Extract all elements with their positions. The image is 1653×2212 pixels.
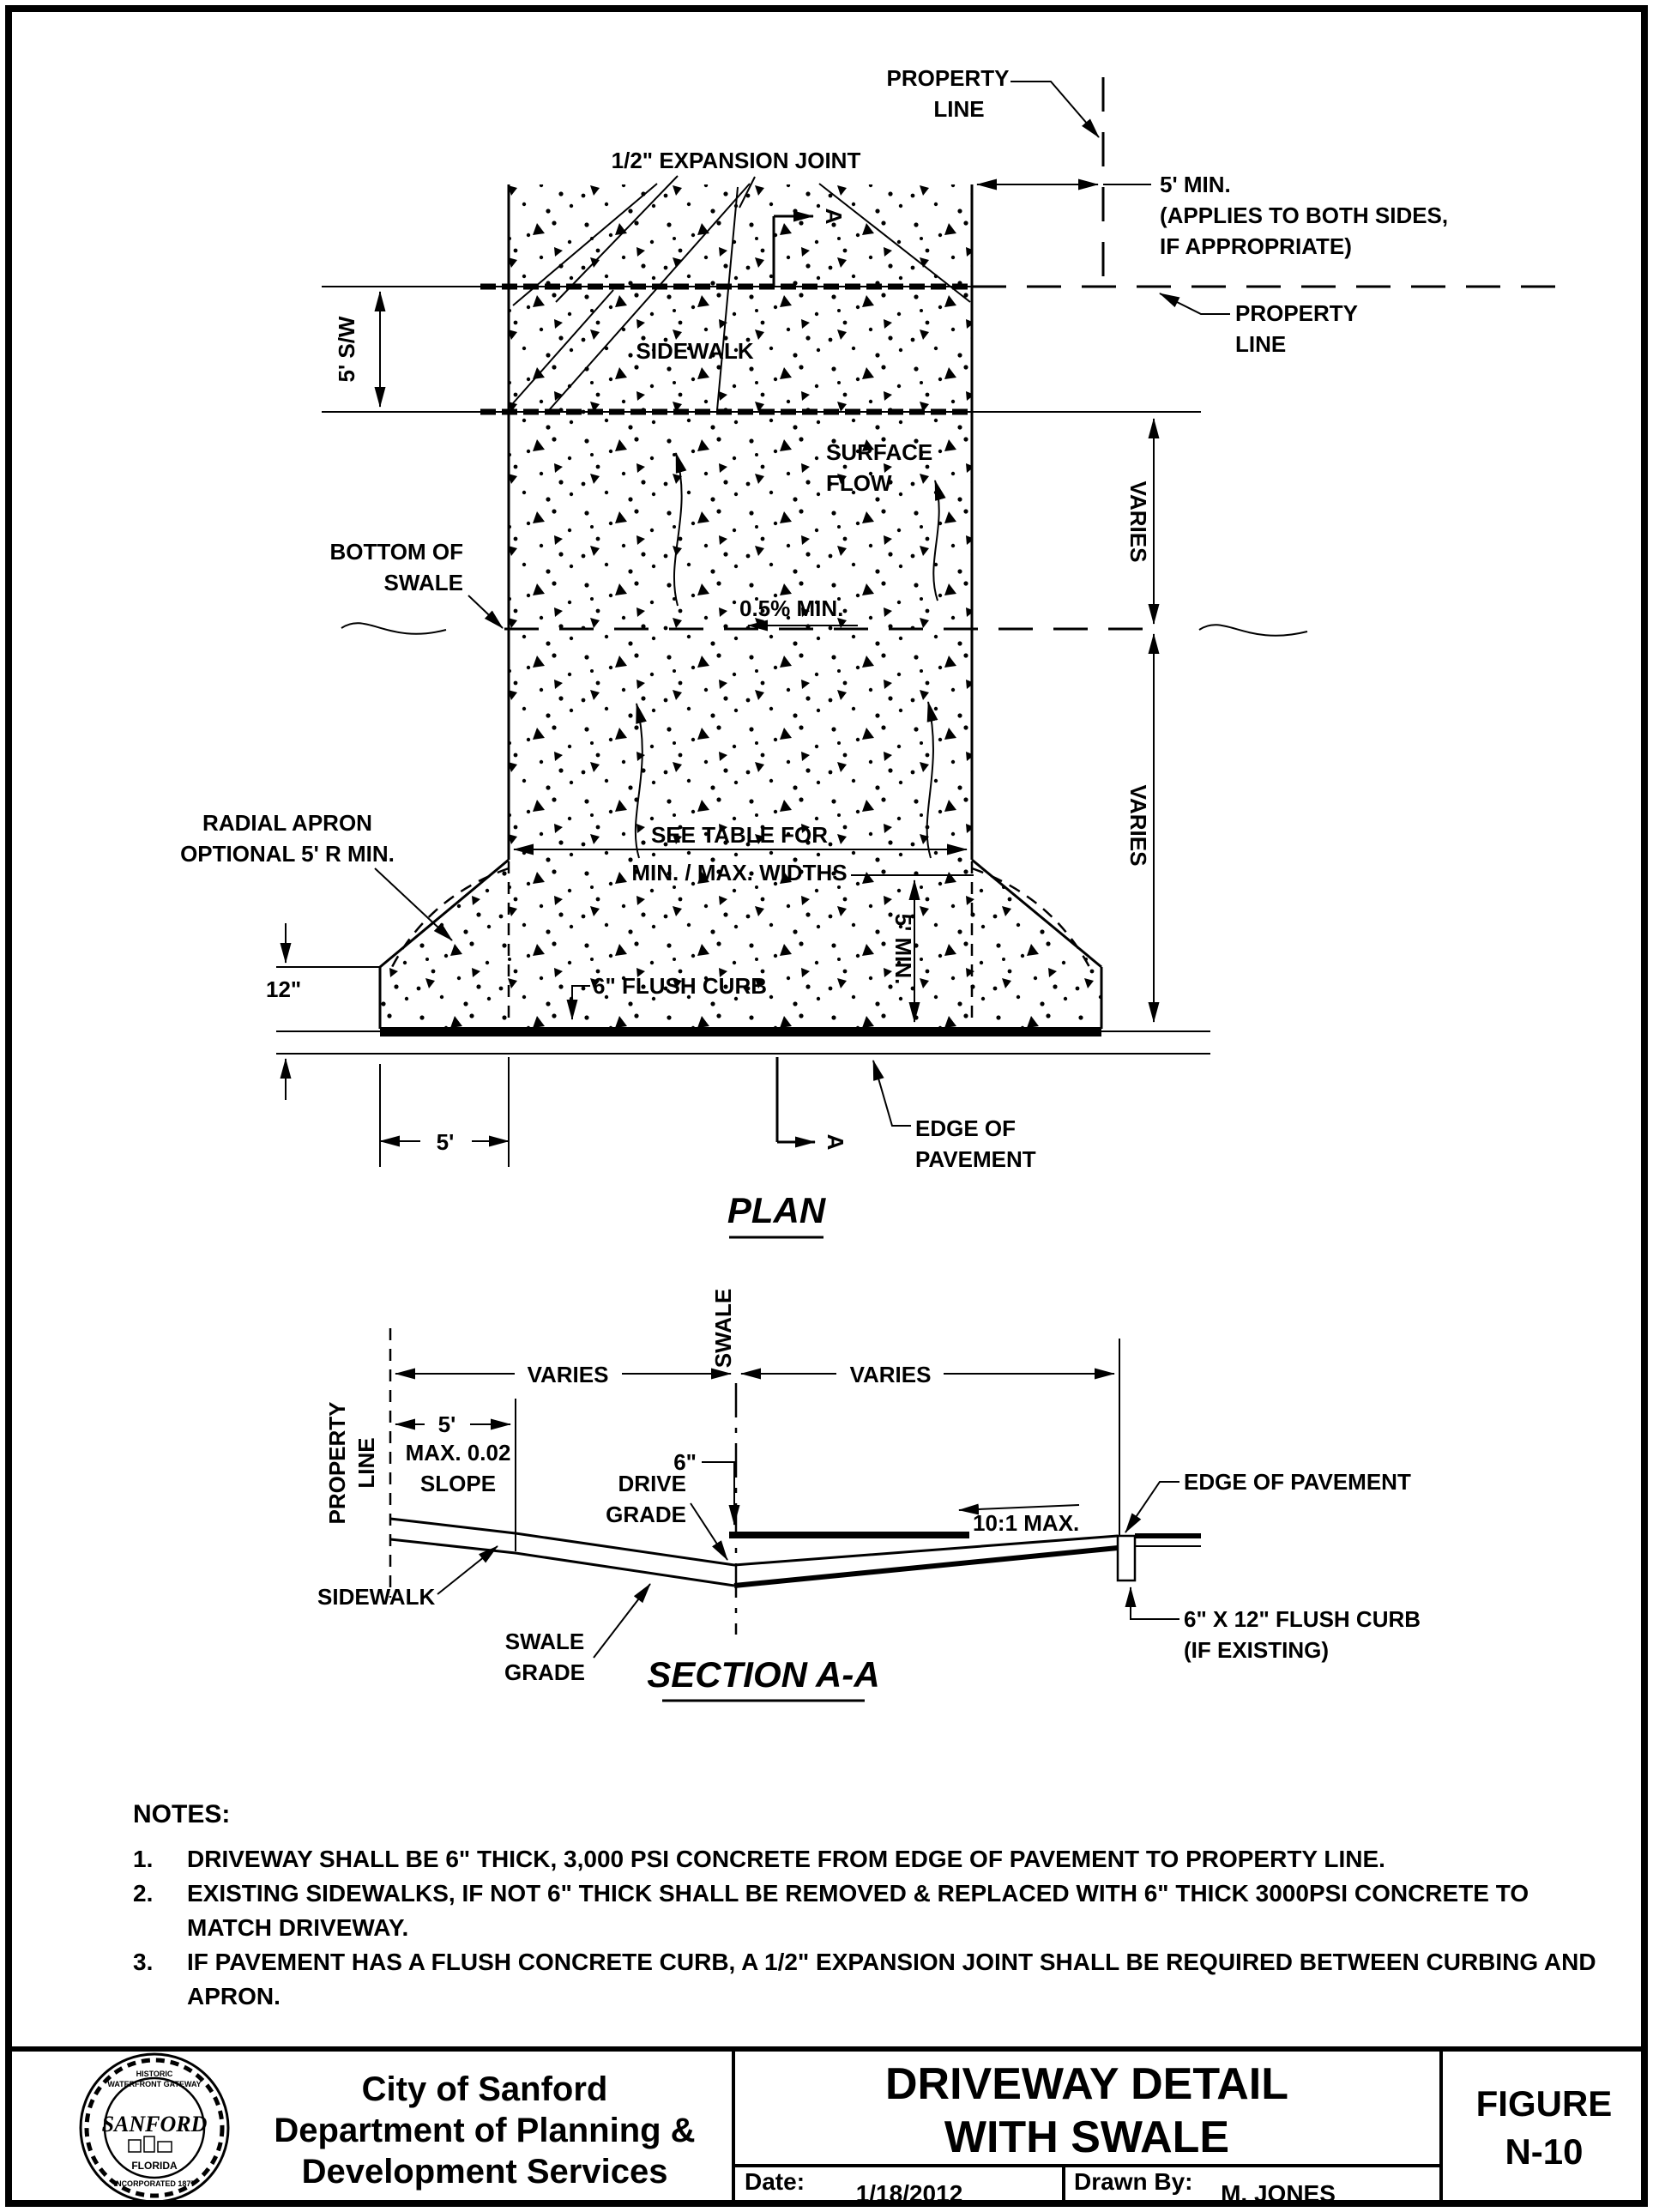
property-line-label: PROPERTY bbox=[324, 1401, 350, 1525]
figure-label: FIGURE bbox=[1475, 2083, 1613, 2124]
leader-arrow bbox=[691, 1503, 727, 1560]
flush-curb-label2: (IF EXISTING) bbox=[1184, 1637, 1329, 1663]
max-slope-label2: SLOPE bbox=[419, 1471, 497, 1496]
title-block bbox=[9, 2049, 1644, 2207]
dim-12in-text: 12" bbox=[266, 976, 302, 1002]
swale-grade-line bbox=[734, 1548, 1118, 1586]
property-line-label2: LINE bbox=[353, 1437, 379, 1489]
bottom-of-swale-label2: SWALE bbox=[383, 570, 463, 595]
sidewalk-label: SIDEWALK bbox=[636, 338, 754, 364]
leader-arrow bbox=[594, 1584, 650, 1658]
org-dept: Department of Planning & bbox=[274, 2112, 696, 2149]
bottom-of-swale-label: BOTTOM OF bbox=[329, 539, 463, 565]
dim-varies-upper-text: VARIES bbox=[1125, 480, 1151, 563]
note-text: DRIVEWAY SHALL BE 6" THICK, 3,000 PSI CONCRETE FROM EDGE OF PAVEMENT TO PROPERTY LINE. bbox=[187, 1846, 1385, 1872]
radial-apron-label: RADIAL APRON bbox=[202, 810, 372, 836]
date-label: Date: bbox=[745, 2168, 805, 2195]
note-number: 2. bbox=[133, 1880, 154, 1907]
drawn-by-label: Drawn By: bbox=[1074, 2168, 1193, 2195]
leader-arrow bbox=[1131, 1587, 1179, 1619]
break-line-right bbox=[1199, 625, 1307, 636]
dim-6in-text: 6" bbox=[673, 1449, 697, 1475]
dim-5min-text2: (APPLIES TO BOTH SIDES, bbox=[1160, 202, 1449, 228]
note-text: IF PAVEMENT HAS A FLUSH CONCRETE CURB, A 1/2" EXPANSION JOINT SHALL BE REQUIRED BETWEEN CURBING AND bbox=[187, 1949, 1596, 1975]
seal-top-text2: WATERFRONT GATEWAY bbox=[107, 2080, 202, 2088]
plan-view bbox=[180, 65, 1572, 1237]
dim-varies-lower-text: VARIES bbox=[1125, 784, 1151, 867]
swale-grade-label: SWALE bbox=[504, 1629, 585, 1654]
section-marker-a-top: A bbox=[821, 208, 847, 225]
drive-grade-label: DRIVE bbox=[618, 1471, 686, 1496]
flush-curb-label: 6" FLUSH CURB bbox=[593, 973, 767, 999]
flush-curb-label: 6" X 12" FLUSH CURB bbox=[1184, 1606, 1421, 1632]
dim-5ft-text: 5' bbox=[437, 1411, 456, 1437]
edge-of-pavement-label2: PAVEMENT bbox=[915, 1146, 1036, 1172]
section-view bbox=[317, 1289, 1421, 1701]
dim-5ft-text: 5' bbox=[436, 1129, 455, 1155]
note-text: APRON. bbox=[187, 1983, 281, 2010]
see-table-label2: MIN. / MAX. WIDTHS bbox=[631, 860, 848, 885]
note-text: EXISTING SIDEWALKS, IF NOT 6" THICK SHALL BE REMOVED & REPLACED WITH 6" THICK 3000PSI CONCRETE TO bbox=[187, 1880, 1529, 1907]
pavement-reference-bar bbox=[729, 1532, 969, 1538]
leader-arrow bbox=[468, 595, 503, 628]
figure-number: N-10 bbox=[1505, 2131, 1584, 2172]
note-text: MATCH DRIVEWAY. bbox=[187, 1914, 409, 1941]
org-dept2: Development Services bbox=[301, 2153, 668, 2191]
leader-arrow bbox=[1011, 82, 1099, 137]
flush-curb-section bbox=[1118, 1536, 1135, 1580]
surface-flow-label: SURFACE bbox=[826, 439, 933, 465]
dim-varies-right-text: VARIES bbox=[849, 1362, 932, 1387]
ten-to-one-label: 10:1 MAX. bbox=[973, 1510, 1080, 1536]
radial-apron-label2: OPTIONAL 5' R MIN. bbox=[180, 841, 395, 867]
dim-sw-text: 5' S/W bbox=[334, 316, 359, 383]
drawing-title: DRIVEWAY DETAIL bbox=[884, 2059, 1289, 2109]
note-number: 1. bbox=[133, 1846, 154, 1872]
leader-arrow bbox=[1125, 1482, 1179, 1532]
dim-5min-text3: IF APPROPRIATE) bbox=[1160, 233, 1352, 259]
seal-bottom-text: FLORIDA bbox=[131, 2160, 178, 2172]
dim-varies-left-text: VARIES bbox=[527, 1362, 609, 1387]
property-line-right-label2: LINE bbox=[1235, 331, 1287, 357]
leader-arrow bbox=[375, 868, 452, 940]
notes-heading: NOTES: bbox=[133, 1800, 231, 1828]
see-table-label: SEE TABLE FOR bbox=[650, 822, 829, 848]
max-slope-label: MAX. 0.02 bbox=[405, 1440, 511, 1466]
section-title: SECTION A-A bbox=[647, 1654, 880, 1695]
dim-6in-arrow bbox=[702, 1462, 734, 1525]
leader-arrow bbox=[437, 1546, 498, 1594]
break-line-left bbox=[341, 623, 446, 634]
note-number: 3. bbox=[133, 1949, 154, 1975]
profile-bottom-line bbox=[390, 1539, 734, 1586]
city-seal-logo bbox=[81, 2054, 228, 2202]
surface-flow-label2: FLOW bbox=[826, 470, 892, 496]
slope-min-label: 0.5% MIN. bbox=[739, 595, 844, 621]
flush-curb-bar bbox=[380, 1027, 1101, 1036]
date-value: 1/18/2012 bbox=[855, 2180, 963, 2207]
notes-block bbox=[133, 1800, 1596, 2010]
sidewalk-label: SIDEWALK bbox=[317, 1584, 436, 1610]
seal-top-text: HISTORIC bbox=[136, 2070, 173, 2078]
property-line-right-label: PROPERTY bbox=[1235, 300, 1359, 326]
property-line-top-label2: LINE bbox=[933, 96, 985, 122]
plan-title: PLAN bbox=[727, 1190, 826, 1230]
swale-grade-label2: GRADE bbox=[504, 1659, 585, 1685]
edge-of-pavement-label: EDGE OF PAVEMENT bbox=[1184, 1469, 1411, 1495]
org-name: City of Sanford bbox=[361, 2070, 608, 2108]
seal-name: SANFORD bbox=[101, 2112, 208, 2136]
drive-grade-label2: GRADE bbox=[606, 1502, 686, 1527]
edge-of-pavement-label: EDGE OF bbox=[915, 1115, 1017, 1141]
expansion-joint-label: 1/2" EXPANSION JOINT bbox=[611, 148, 861, 173]
leader-arrow bbox=[1160, 293, 1230, 314]
dim-5min-text: 5' MIN. bbox=[1160, 172, 1231, 197]
property-line-top-label: PROPERTY bbox=[886, 65, 1010, 91]
section-marker-a-bottom: A bbox=[823, 1133, 848, 1151]
drawing-title2: WITH SWALE bbox=[944, 2112, 1230, 2162]
dim-5min-vert-text: 5' MIN. bbox=[890, 913, 916, 985]
drawn-by-value: M. JONES bbox=[1221, 2180, 1336, 2207]
swale-centerline-label: SWALE bbox=[710, 1288, 736, 1369]
seal-bottom-text2: INCORPORATED 1877 bbox=[113, 2179, 196, 2188]
leader-arrow bbox=[873, 1061, 911, 1126]
